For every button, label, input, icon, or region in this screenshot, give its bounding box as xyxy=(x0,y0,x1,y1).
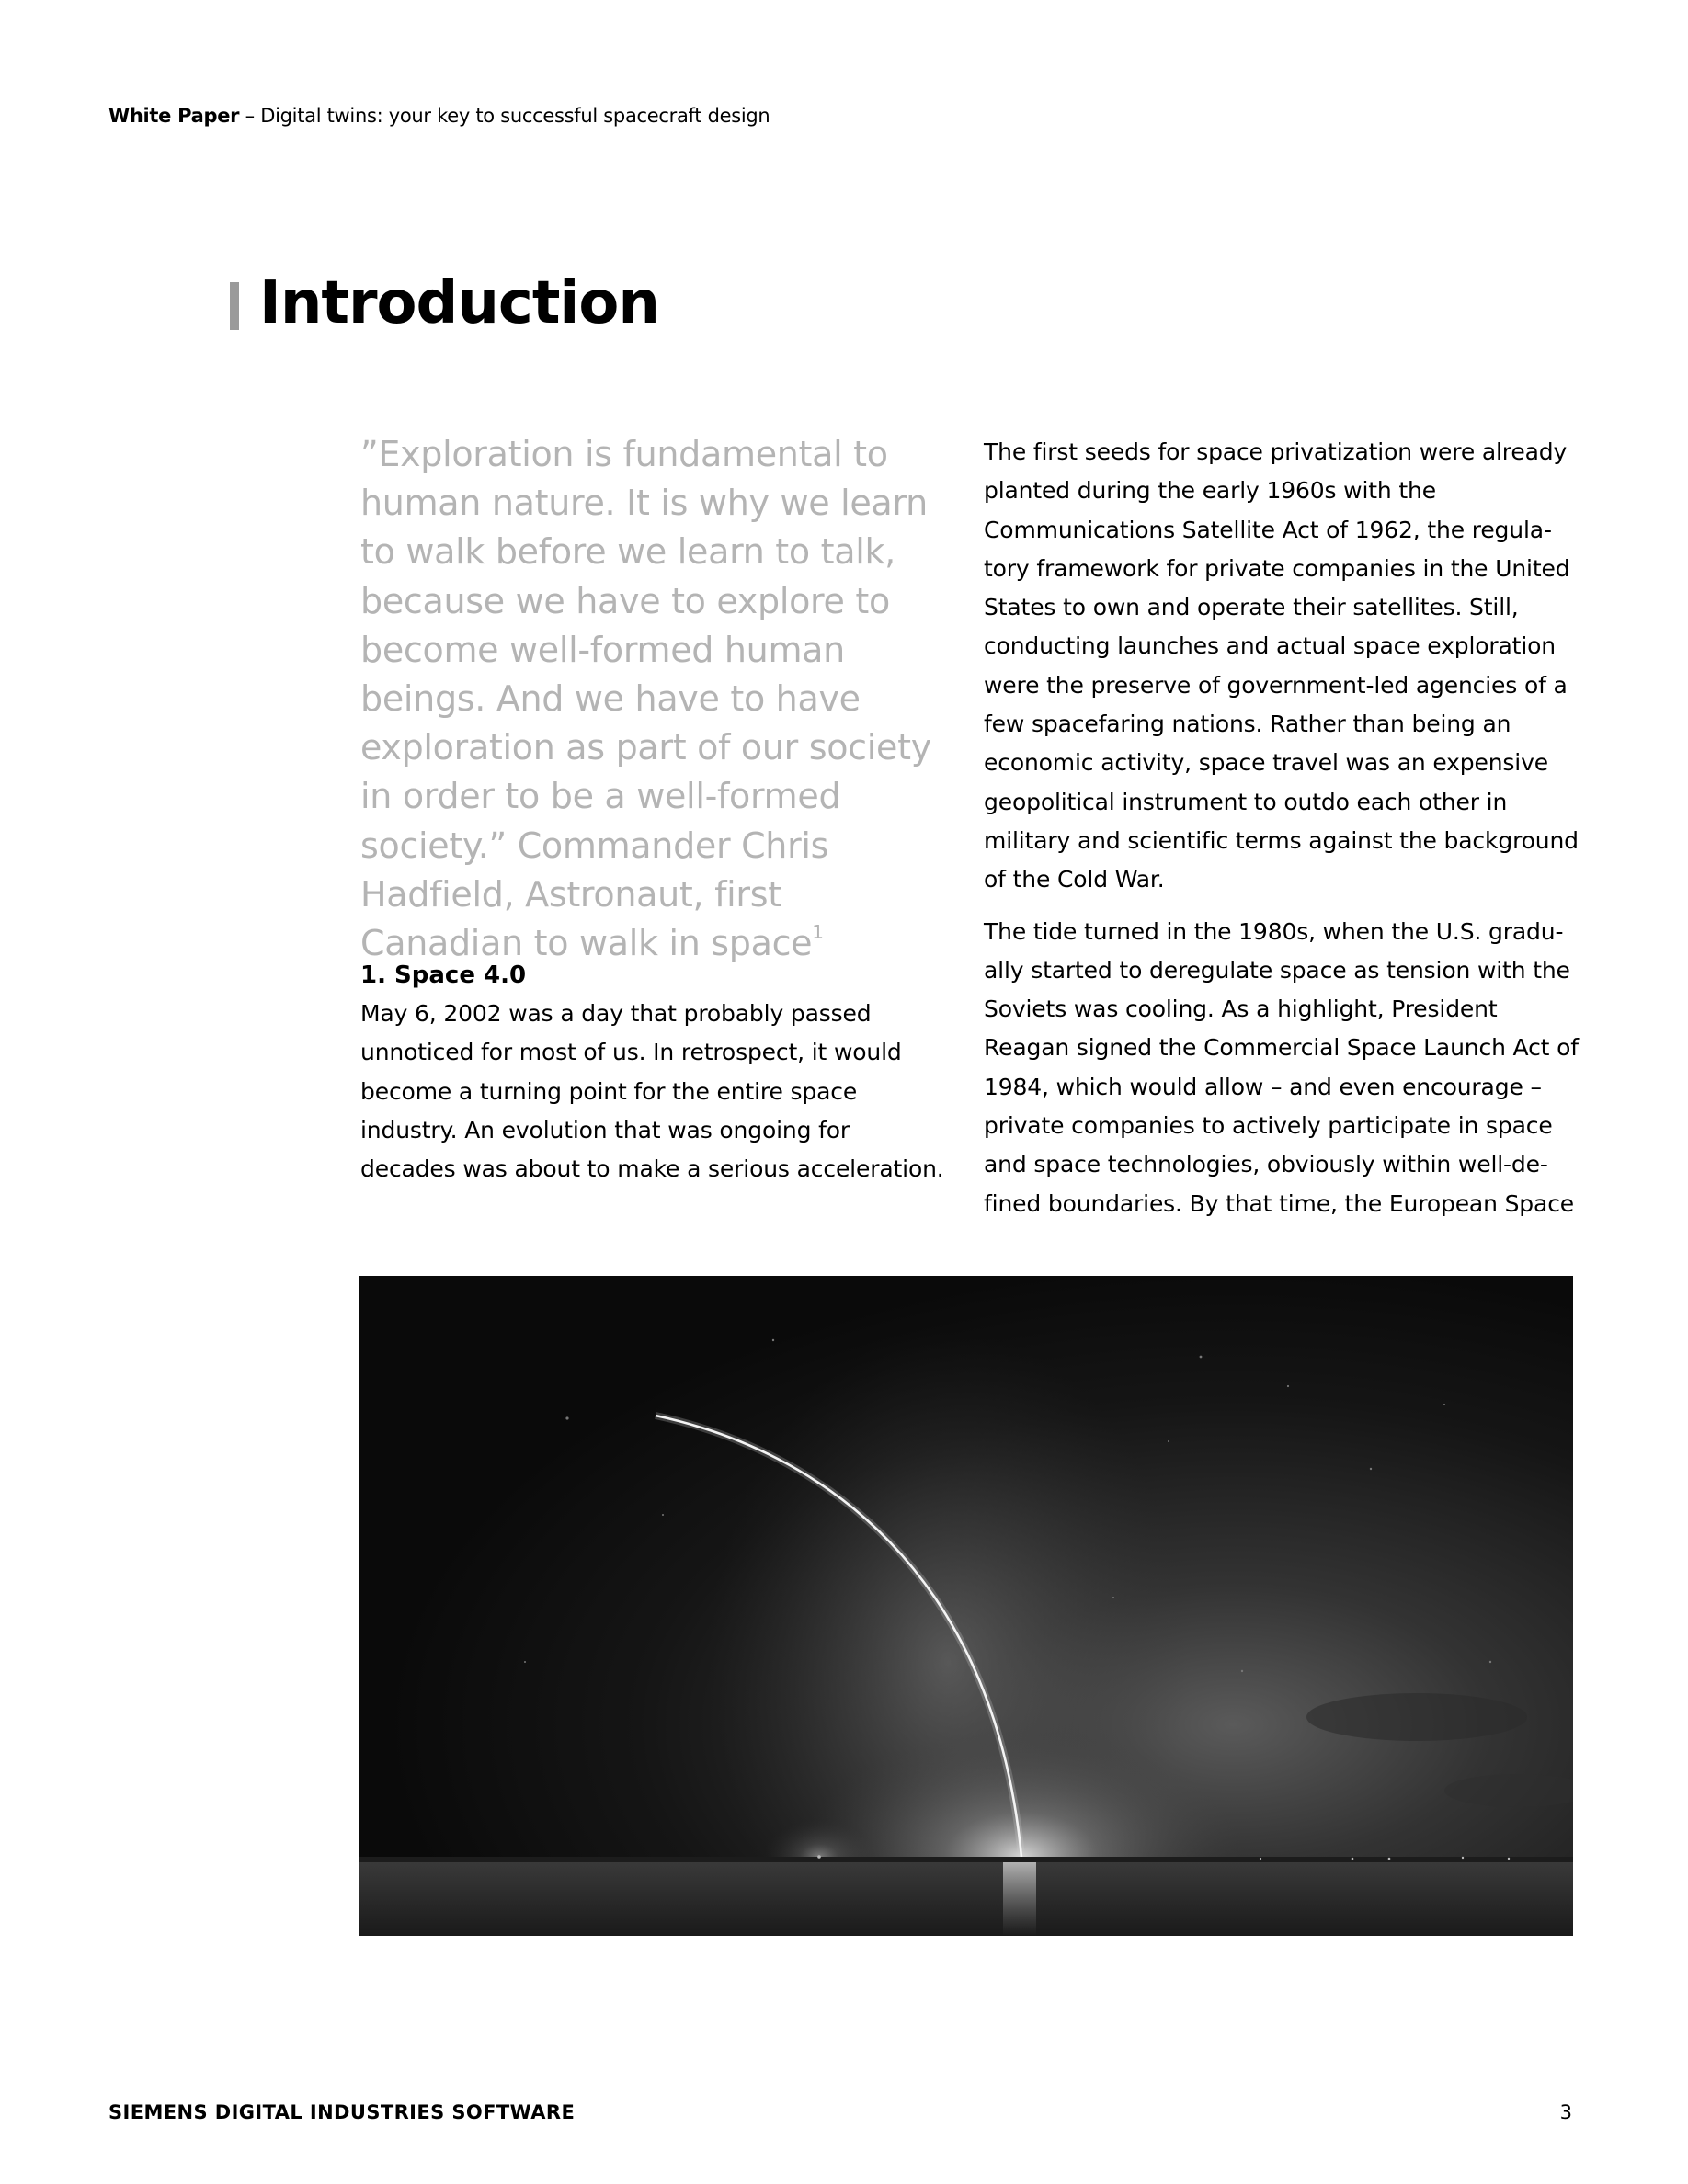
footnote-marker: 1 xyxy=(812,921,824,944)
pull-quote xyxy=(360,430,949,968)
page-title: Introduction xyxy=(259,269,659,337)
header-label: White Paper xyxy=(108,105,240,127)
rocket-launch-photo xyxy=(359,1276,1573,1936)
rocket-launch-image xyxy=(359,1276,1573,1936)
page-number: 3 xyxy=(1559,2101,1572,2123)
section-title xyxy=(230,267,659,340)
page-header xyxy=(108,105,770,127)
right-column xyxy=(984,433,1581,1236)
section-paragraph: May 6, 2002 was a day that probably passed unnoticed for most of us. In retrospect, it would become a turning point for the entire space industry. An evolution that was ongoing for decades was about to make a serious acceleration. xyxy=(360,1000,944,1183)
header-document-title: Digital twins: your key to successful spacecraft design xyxy=(260,105,770,127)
title-accent-bar xyxy=(230,282,239,330)
section-space-4 xyxy=(360,956,949,1189)
pull-quote-text: ”Exploration is fundamental to human nature. It is why we learn to walk before we learn to talk, because we have to explore to become well-formed human beings. And we have to have exploration as part of our society in order to be a well-formed society.” Commander Chris Hadfield, Astronaut, first Canadian to walk in space xyxy=(360,434,931,964)
section-heading: 1. Space 4.0 xyxy=(360,961,527,989)
right-paragraph-2: The tide turned in the 1980s, when the U.S. gradu-ally started to deregulate space as tension with the Soviets was cooling. As a highlight, President Reagan signed the Commercial Space Launch Act of 1984, which would allow – and even encourage – private companies to actively participate in space and space technologies, obviously within well-de-fined boundaries. By that time, the European Space xyxy=(984,917,1579,1217)
footer-company: SIEMENS DIGITAL INDUSTRIES SOFTWARE xyxy=(108,2101,576,2123)
header-separator: – xyxy=(245,105,255,127)
right-paragraph-1: The first seeds for space privatization were already planted during the early 1960s with the Communications Satellite Act of 1962, the regula-tory framework for private companies in the United States to own and operate their satellites. Still, conducting launches and actual space exploration were the preserve of government-led agencies of a few spacefaring nations. Rather than being an economic activity, space travel was an expensive geopolitical instrument to outdo each other in military and scientific terms against the background of the Cold War. xyxy=(984,438,1579,893)
